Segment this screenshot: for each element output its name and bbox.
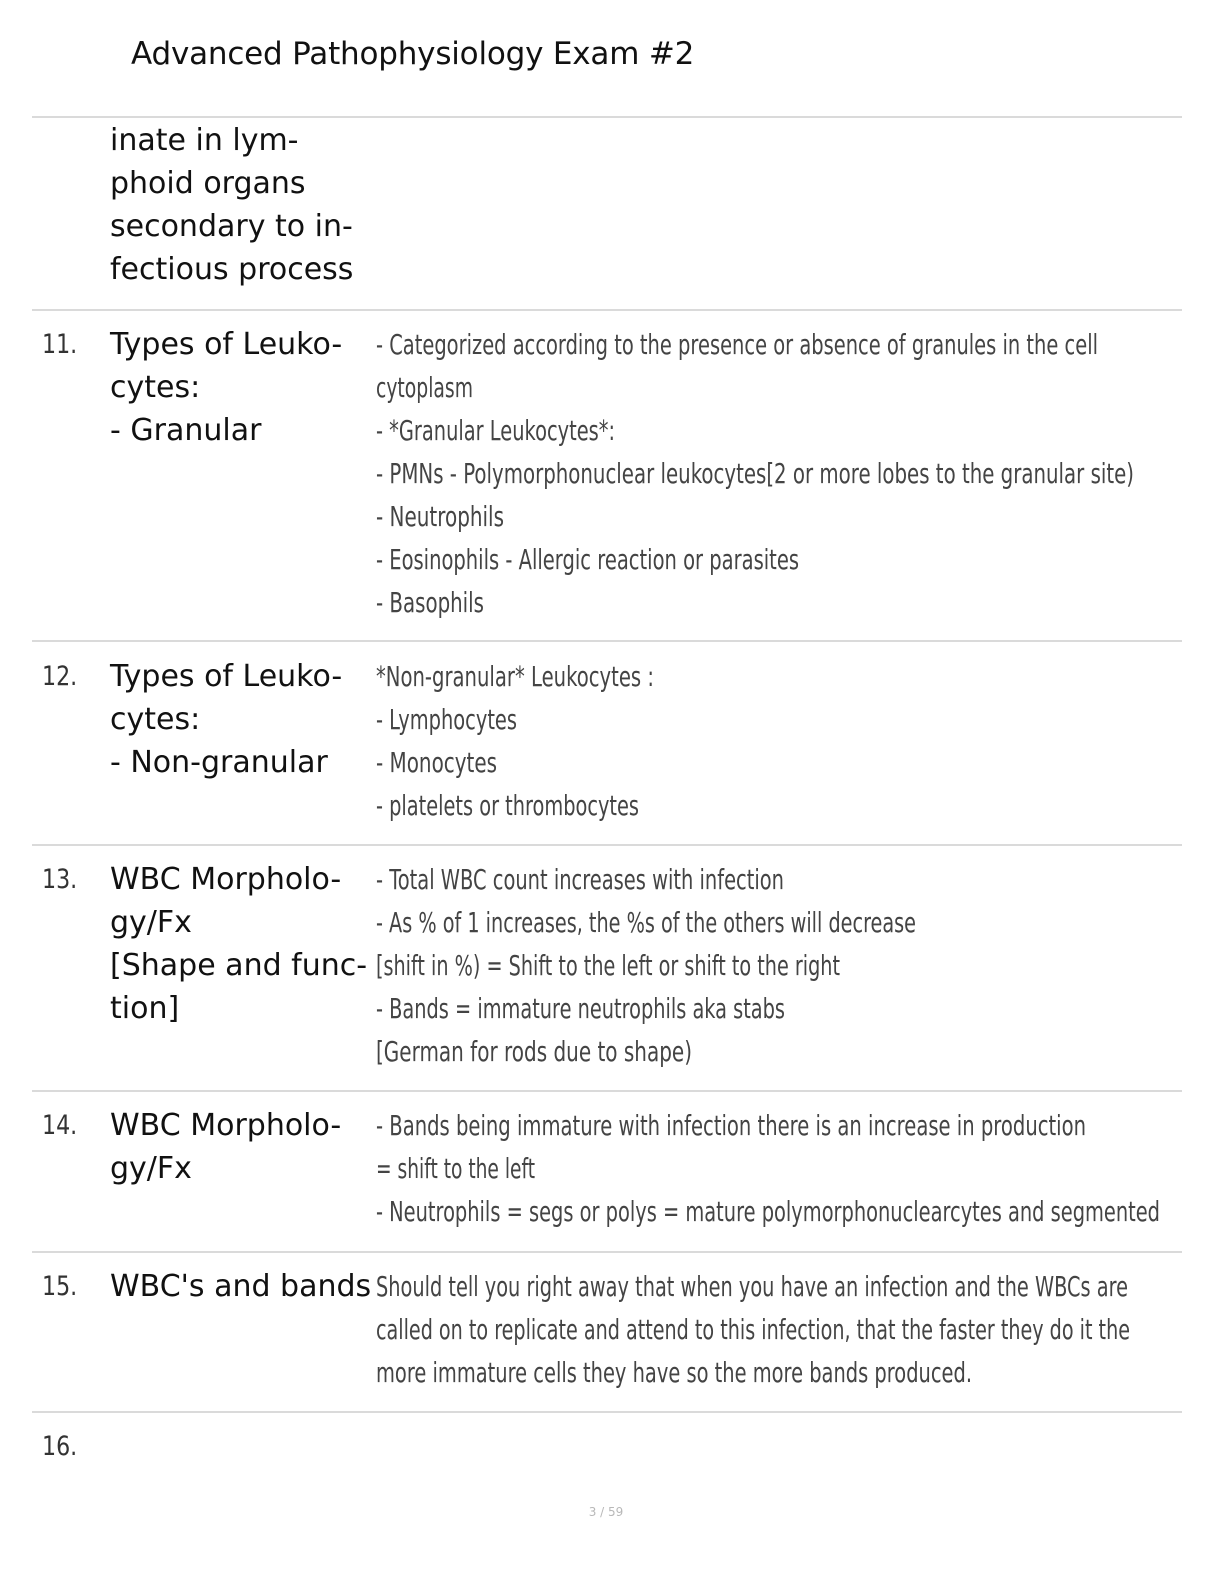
definition-line: - Total WBC count increases with infection [376, 863, 784, 896]
term-line: gy/Fx [110, 905, 192, 940]
card-term [110, 655, 372, 784]
divider [32, 1090, 1182, 1092]
definition-line: - Eosinophils - Allergic reaction or parasites [376, 543, 799, 576]
card-term [110, 323, 372, 452]
definition-line: - Basophils [376, 586, 484, 619]
definition-line: - *Granular Leukocytes*: [376, 414, 615, 447]
definition-line: = shift to the left [376, 1152, 535, 1185]
card-term [110, 858, 372, 1030]
term-line: inate in lym- [110, 123, 299, 158]
definition-line: [shift in %) = Shift to the left or shift to the right [376, 949, 840, 982]
card-term [110, 1265, 380, 1308]
page-number: 3 / 59 [588, 1505, 624, 1519]
definition-line: [German for rods due to shape) [376, 1035, 692, 1068]
definition-line: more immature cells they have so the more bands produced. [376, 1356, 972, 1389]
definition-line: called on to replicate and attend to this infection, that the faster they do it the [376, 1313, 1130, 1346]
term-line: WBC Morpholo- [110, 1108, 342, 1143]
definition-line: cytoplasm [376, 371, 473, 404]
term-line: - Granular [110, 413, 262, 448]
term-line: Types of Leuko- [110, 659, 343, 694]
card-definition [376, 1104, 1224, 1233]
card-definition [376, 655, 773, 827]
divider [32, 116, 1182, 118]
card-number: 16. [42, 1431, 78, 1462]
definition-line: *Non-granular* Leukocytes : [376, 660, 654, 693]
card-number: 14. [42, 1110, 78, 1141]
definition-line: - Bands being immature with infection there is an increase in production [376, 1109, 1086, 1142]
definition-line: - Neutrophils = segs or polys = mature polymorphonuclearcytes and segmented [376, 1195, 1160, 1228]
term-line: WBC's and bands [110, 1269, 372, 1304]
term-line: tion] [110, 991, 180, 1026]
card-term [110, 1104, 372, 1190]
definition-line: - Bands = immature neutrophils aka stabs [376, 992, 785, 1025]
card-definition [376, 858, 1163, 1073]
divider [32, 640, 1182, 642]
definition-line: - Categorized according to the presence or absence of granules in the cell [376, 328, 1098, 361]
page-title: Advanced Pathophysiology Exam #2 [131, 36, 695, 72]
divider [32, 309, 1182, 311]
term-line: [Shape and func- [110, 948, 368, 983]
card-number: 13. [42, 864, 78, 895]
divider [32, 1411, 1182, 1413]
term-line: - Non-granular [110, 745, 328, 780]
card-number: 12. [42, 661, 78, 692]
definition-line: - platelets or thrombocytes [376, 789, 639, 822]
card-definition [376, 323, 1224, 624]
definition-line: - Neutrophils [376, 500, 504, 533]
term-line: gy/Fx [110, 1151, 192, 1186]
card-number: 15. [42, 1271, 78, 1302]
definition-line: - Monocytes [376, 746, 497, 779]
term-line: cytes: [110, 370, 201, 405]
definition-line: - As % of 1 increases, the %s of the others will decrease [376, 906, 916, 939]
term-line: WBC Morpholo- [110, 862, 342, 897]
card-definition [376, 1265, 1224, 1394]
card-number: 11. [42, 329, 78, 360]
term-line: phoid organs [110, 166, 306, 201]
divider [32, 1251, 1182, 1253]
divider [32, 844, 1182, 846]
term-line: secondary to in- [110, 209, 353, 244]
term-line: cytes: [110, 702, 201, 737]
definition-line: Should tell you right away that when you have an infection and the WBCs are [376, 1270, 1128, 1303]
definition-line: - Lymphocytes [376, 703, 517, 736]
definition-line: - PMNs - Polymorphonuclear leukocytes[2 or more lobes to the granular site) [376, 457, 1134, 490]
term-continuation [110, 119, 372, 291]
term-line: fectious process [110, 252, 354, 287]
term-line: Types of Leuko- [110, 327, 343, 362]
